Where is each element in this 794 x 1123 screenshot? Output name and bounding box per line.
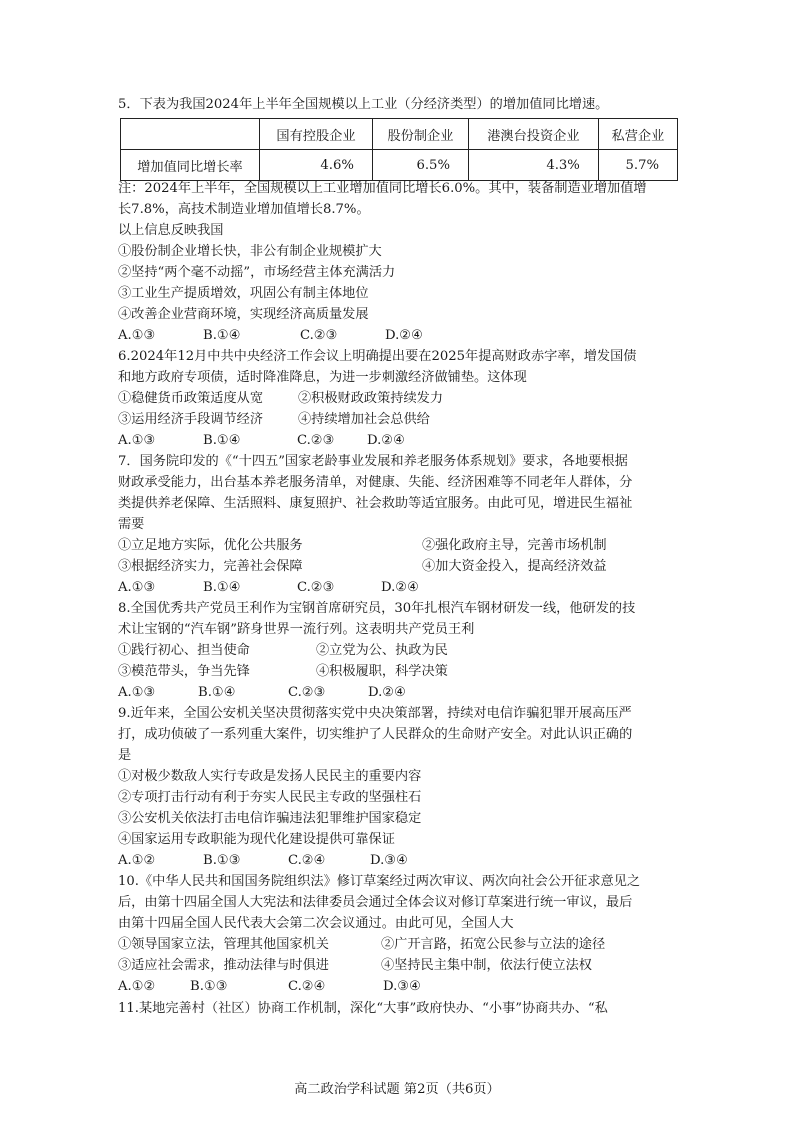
q9-option-d[interactable]: D.③④ bbox=[370, 853, 408, 868]
q5-item: ①股份制企业增长快，非公有制企业规模扩大 bbox=[118, 244, 382, 259]
q5-stem: 5．下表为我国2024年上半年全国规模以上工业（分经济类型）的增加值同比增速。 bbox=[118, 97, 609, 112]
table-header-cell: 股份制企业 bbox=[372, 119, 468, 150]
table-cell: 5.7% bbox=[598, 150, 677, 181]
q7-item: ②强化政府主导，完善市场机制 bbox=[422, 538, 607, 553]
q9-option-b[interactable]: B.①③ bbox=[203, 853, 241, 868]
q8-option-c[interactable]: C.②③ bbox=[288, 685, 326, 700]
q11-stem-line: 11.某地完善村（社区）协商工作机制，深化“大事”政府快办、“小事”协商共办、“私 bbox=[118, 1001, 608, 1016]
q5-option-c[interactable]: C.②③ bbox=[300, 328, 338, 343]
q8-option-d[interactable]: D.②④ bbox=[368, 685, 406, 700]
q8-item: ②立党为公、执政为民 bbox=[316, 643, 448, 658]
q5-item: ④改善企业营商环境，实现经济高质量发展 bbox=[118, 307, 369, 322]
q7-item: ④加大资金投入，提高经济效益 bbox=[422, 559, 607, 574]
q7-stem-line: 7．国务院印发的《“十四五”国家老龄事业发展和养老服务体系规划》要求，各地要根据 bbox=[118, 454, 628, 469]
q5-option-a[interactable]: A.①③ bbox=[118, 328, 156, 343]
q8-item: ①践行初心、担当使命 bbox=[118, 643, 250, 658]
q7-item: ③根据经济实力，完善社会保障 bbox=[118, 559, 303, 574]
table-row-label: 增加值同比增长率 bbox=[121, 150, 260, 181]
q5-item: ③工业生产提质增效，巩固公有制主体地位 bbox=[118, 286, 369, 301]
q9-item: ①对极少数敌人实行专政是发扬人民民主的重要内容 bbox=[118, 769, 422, 784]
q5-option-b[interactable]: B.①④ bbox=[203, 328, 241, 343]
q5-item: ②坚持“两个毫不动摇”，市场经营主体充满活力 bbox=[118, 265, 396, 280]
q8-stem-line: 8.全国优秀共产党员王利作为宝钢首席研究员，30年扎根汽车钢材研发一线，他研发的技 bbox=[118, 601, 636, 616]
q7-item: ①立足地方实际，优化公共服务 bbox=[118, 538, 303, 553]
q7-option-a[interactable]: A.①③ bbox=[118, 580, 156, 595]
q6-item: ③运用经济手段调节经济 bbox=[118, 412, 264, 427]
q7-stem-line: 财政承受能力，出台基本养老服务清单，对健康、失能、经济困难等不同老年人群体，分 bbox=[118, 475, 633, 490]
q7-option-b[interactable]: B.①④ bbox=[203, 580, 241, 595]
q9-item: ④国家运用专政职能为现代化建设提供可靠保证 bbox=[118, 832, 395, 847]
table-cell: 4.6% bbox=[260, 150, 373, 181]
q9-option-a[interactable]: A.①② bbox=[118, 853, 156, 868]
q10-item: ③适应社会需求，推动法律与时俱进 bbox=[118, 958, 329, 973]
q5-note-line: 注：2024年上半年，全国规模以上工业增加值同比增长6.0%。其中，装备制造业增加值增 bbox=[118, 181, 647, 196]
q10-item: ①领导国家立法，管理其他国家机关 bbox=[118, 937, 329, 952]
q5-option-d[interactable]: D.②④ bbox=[385, 328, 423, 343]
q7-stem-line: 需要 bbox=[118, 517, 145, 532]
q5-note-line: 长7.8%，高技术制造业增加值增长8.7%。 bbox=[118, 202, 370, 217]
q8-stem-line: 术让宝钢的“汽车钢”跻身世界一流行列。这表明共产党员王利 bbox=[118, 622, 475, 637]
q9-option-c[interactable]: C.②④ bbox=[288, 853, 326, 868]
q5-lead: 以上信息反映我国 bbox=[118, 223, 224, 238]
q6-option-b[interactable]: B.①④ bbox=[203, 433, 241, 448]
table-header-row bbox=[121, 119, 678, 150]
table-header-cell: 港澳台投资企业 bbox=[468, 119, 598, 150]
q6-option-d[interactable]: D.②④ bbox=[367, 433, 405, 448]
q10-stem-line: 后，由第十四届全国人大宪法和法律委员会通过全体会议对修订草案进行统一审议，最后 bbox=[118, 895, 633, 910]
q10-option-d[interactable]: D.③④ bbox=[383, 979, 421, 994]
table-cell: 4.3% bbox=[468, 150, 598, 181]
q9-item: ③公安机关依法打击电信诈骗违法犯罪维护国家稳定 bbox=[118, 811, 422, 826]
table-row bbox=[121, 150, 678, 181]
q10-stem-line: 由第十四届全国人民代表大会第二次会议通过。由此可见，全国人大 bbox=[118, 916, 514, 931]
q8-item: ④积极履职，科学决策 bbox=[316, 664, 448, 679]
page-footer: 高二政治学科试题 第2页（共6页） bbox=[294, 1082, 500, 1097]
q6-item: ①稳健货币政策适度从宽 bbox=[118, 391, 264, 406]
q8-option-b[interactable]: B.①④ bbox=[198, 685, 236, 700]
q10-item: ②广开言路，拓宽公民参与立法的途径 bbox=[381, 937, 606, 952]
q8-option-a[interactable]: A.①③ bbox=[118, 685, 156, 700]
q10-option-c[interactable]: C.②④ bbox=[288, 979, 326, 994]
q10-option-b[interactable]: B.①③ bbox=[190, 979, 228, 994]
q6-stem-line: 6.2024年12月中共中央经济工作会议上明确提出要在2025年提高财政赤字率，增发国债 bbox=[118, 349, 637, 364]
q10-item: ④坚持民主集中制，依法行使立法权 bbox=[381, 958, 592, 973]
q6-item: ④持续增加社会总供给 bbox=[298, 412, 430, 427]
q8-item: ③模范带头，争当先锋 bbox=[118, 664, 250, 679]
q6-stem-line: 和地方政府专项债，适时降准降息，为进一步刺激经济做铺垫。这体现 bbox=[118, 370, 527, 385]
table-header-cell: 国有控股企业 bbox=[260, 119, 373, 150]
q10-option-a[interactable]: A.①② bbox=[118, 979, 156, 994]
q9-stem-line: 是 bbox=[118, 748, 132, 763]
q7-option-d[interactable]: D.②④ bbox=[381, 580, 419, 595]
q9-stem-line: 打，成功侦破了一系列重大案件，切实维护了人民群众的生命财产安全。对此认识正确的 bbox=[118, 727, 633, 742]
q9-stem-line: 9.近年来，全国公安机关坚决贯彻落实党中央决策部署，持续对电信诈骗犯罪开展高压严 bbox=[118, 706, 632, 721]
table-header-cell bbox=[121, 119, 260, 150]
q6-option-a[interactable]: A.①③ bbox=[118, 433, 156, 448]
q7-stem-line: 类提供养老保障、生活照料、康复照护、社会救助等适宜服务。由此可见，增进民生福祉 bbox=[118, 496, 633, 511]
table-cell: 6.5% bbox=[372, 150, 468, 181]
q7-option-c[interactable]: C.②③ bbox=[297, 580, 335, 595]
q5-data-table bbox=[120, 118, 678, 181]
q9-item: ②专项打击行动有利于夯实人民民主专政的坚强柱石 bbox=[118, 790, 422, 805]
q10-stem-line: 10.《中华人民共和国国务院组织法》修订草案经过两次审议、两次向社会公开征求意见之 bbox=[118, 874, 641, 889]
q6-option-c[interactable]: C.②③ bbox=[297, 433, 335, 448]
q6-item: ②积极财政政策持续发力 bbox=[298, 391, 444, 406]
table-header-cell: 私营企业 bbox=[598, 119, 677, 150]
